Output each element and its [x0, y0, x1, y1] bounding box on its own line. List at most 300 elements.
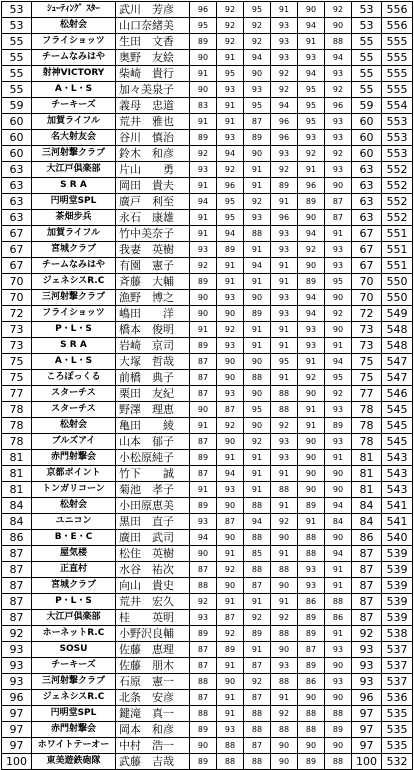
series-score-cell: 87 [190, 562, 217, 578]
club-cell: 三河射撃クラブ [32, 146, 116, 162]
club-cell: チーキーズ [32, 98, 116, 114]
series-score-cell: 95 [217, 210, 244, 226]
table-row [2, 466, 413, 482]
club-cell: 射神VICTORY [32, 66, 116, 82]
rank-cell: 100 [2, 754, 32, 770]
series-score-cell: 88 [244, 370, 271, 386]
shooter-name-cell: 荒井 雅也 [116, 114, 190, 130]
rank-repeat-cell: 59 [352, 98, 382, 114]
shooter-name-cell: 斉藤 大輔 [116, 274, 190, 290]
series-score-cell: 92 [217, 2, 244, 18]
club-cell: SOSU [32, 642, 116, 658]
series-score-cell: 93 [271, 242, 298, 258]
series-score-cell: 89 [190, 450, 217, 466]
total-score-cell: 552 [382, 194, 413, 210]
series-score-cell: 92 [217, 322, 244, 338]
shooter-name-cell: 有園 憲子 [116, 258, 190, 274]
series-score-cell: 90 [325, 290, 352, 306]
series-score-cell: 93 [271, 146, 298, 162]
series-score-cell: 88 [244, 498, 271, 514]
total-score-cell: 548 [382, 338, 413, 354]
series-score-cell: 90 [298, 450, 325, 466]
series-score-cell: 93 [271, 306, 298, 322]
series-score-cell: 92 [298, 370, 325, 386]
series-score-cell: 89 [271, 178, 298, 194]
rank-cell: 67 [2, 242, 32, 258]
shooter-name-cell: 漁野 博之 [116, 290, 190, 306]
series-score-cell: 93 [217, 130, 244, 146]
rank-cell: 96 [2, 690, 32, 706]
rank-repeat-cell: 63 [352, 162, 382, 178]
rank-repeat-cell: 84 [352, 514, 382, 530]
series-score-cell: 95 [298, 114, 325, 130]
series-score-cell: 90 [271, 738, 298, 754]
series-score-cell: 93 [217, 82, 244, 98]
table-row [2, 402, 413, 418]
series-score-cell: 93 [325, 258, 352, 274]
series-score-cell: 91 [271, 690, 298, 706]
series-score-cell: 88 [271, 482, 298, 498]
rank-cell: 78 [2, 418, 32, 434]
shooter-name-cell: 廣田 武司 [116, 530, 190, 546]
series-score-cell: 92 [244, 34, 271, 50]
series-score-cell: 91 [217, 274, 244, 290]
rank-repeat-cell: 97 [352, 706, 382, 722]
series-score-cell: 96 [271, 210, 298, 226]
series-score-cell: 89 [217, 642, 244, 658]
rank-repeat-cell: 70 [352, 274, 382, 290]
series-score-cell: 91 [271, 322, 298, 338]
series-score-cell: 94 [298, 18, 325, 34]
series-score-cell: 86 [325, 610, 352, 626]
series-score-cell: 88 [217, 738, 244, 754]
shooter-name-cell: 加々美泉子 [116, 82, 190, 98]
series-score-cell: 93 [190, 162, 217, 178]
series-score-cell: 95 [298, 98, 325, 114]
series-score-cell: 90 [190, 306, 217, 322]
rank-repeat-cell: 53 [352, 2, 382, 18]
series-score-cell: 94 [190, 194, 217, 210]
series-score-cell: 93 [271, 18, 298, 34]
series-score-cell: 92 [271, 610, 298, 626]
club-cell: 松射会 [32, 418, 116, 434]
shooter-name-cell: 大塚 哲哉 [116, 354, 190, 370]
table-row [2, 434, 413, 450]
series-score-cell: 91 [190, 114, 217, 130]
table-row [2, 370, 413, 386]
total-score-cell: 539 [382, 546, 413, 562]
series-score-cell: 93 [271, 34, 298, 50]
series-score-cell: 86 [298, 594, 325, 610]
series-score-cell: 90 [217, 578, 244, 594]
rank-repeat-cell: 55 [352, 50, 382, 66]
rank-cell: 87 [2, 610, 32, 626]
rank-cell: 53 [2, 18, 32, 34]
rank-repeat-cell: 67 [352, 258, 382, 274]
series-score-cell: 92 [244, 674, 271, 690]
series-score-cell: 91 [325, 626, 352, 642]
series-score-cell: 87 [190, 658, 217, 674]
rank-cell: 87 [2, 594, 32, 610]
total-score-cell: 551 [382, 258, 413, 274]
series-score-cell: 92 [271, 66, 298, 82]
total-score-cell: 555 [382, 34, 413, 50]
total-score-cell: 545 [382, 434, 413, 450]
series-score-cell: 91 [271, 194, 298, 210]
series-score-cell: 89 [190, 130, 217, 146]
series-score-cell: 88 [244, 562, 271, 578]
series-score-cell: 93 [298, 338, 325, 354]
table-row [2, 178, 413, 194]
table-row [2, 82, 413, 98]
series-score-cell: 95 [217, 66, 244, 82]
rank-cell: 78 [2, 434, 32, 450]
club-cell: S R A [32, 178, 116, 194]
total-score-cell: 552 [382, 178, 413, 194]
shooter-name-cell: 奥野 友絵 [116, 50, 190, 66]
series-score-cell: 92 [244, 194, 271, 210]
table-row [2, 738, 413, 754]
rank-repeat-cell: 60 [352, 114, 382, 130]
rank-repeat-cell: 78 [352, 434, 382, 450]
rank-cell: 75 [2, 354, 32, 370]
shooter-name-cell: 山本 郁子 [116, 434, 190, 450]
rank-repeat-cell: 63 [352, 178, 382, 194]
club-cell: 三河射撃クラブ [32, 290, 116, 306]
rank-cell: 97 [2, 706, 32, 722]
table-row [2, 706, 413, 722]
rank-cell: 53 [2, 2, 32, 18]
club-cell: ころぽっくる [32, 370, 116, 386]
series-score-cell: 91 [271, 2, 298, 18]
total-score-cell: 536 [382, 690, 413, 706]
rank-repeat-cell: 53 [352, 18, 382, 34]
rank-cell: 59 [2, 98, 32, 114]
series-score-cell: 94 [244, 50, 271, 66]
series-score-cell: 94 [325, 50, 352, 66]
series-score-cell: 89 [244, 306, 271, 322]
club-cell: 加賀ライフル [32, 114, 116, 130]
shooter-name-cell: 菊池 孝子 [116, 482, 190, 498]
series-score-cell: 91 [190, 418, 217, 434]
series-score-cell: 92 [190, 258, 217, 274]
shooter-name-cell: 岡田 貴夫 [116, 178, 190, 194]
club-cell: 大江戸倶楽部 [32, 162, 116, 178]
total-score-cell: 539 [382, 562, 413, 578]
shooter-name-cell: 岡本 和彦 [116, 722, 190, 738]
rank-cell: 63 [2, 194, 32, 210]
rank-cell: 67 [2, 226, 32, 242]
series-score-cell: 88 [325, 754, 352, 770]
table-row [2, 2, 413, 18]
shooter-name-cell: 鍵滝 真一 [116, 706, 190, 722]
series-score-cell: 96 [298, 178, 325, 194]
total-score-cell: 537 [382, 674, 413, 690]
rank-repeat-cell: 96 [352, 690, 382, 706]
total-score-cell: 535 [382, 722, 413, 738]
series-score-cell: 91 [244, 466, 271, 482]
rank-cell: 92 [2, 626, 32, 642]
shooter-name-cell: 小野沢良輔 [116, 626, 190, 642]
series-score-cell: 87 [298, 642, 325, 658]
club-cell: フライショッツ [32, 34, 116, 50]
club-cell: 赤門射撃会 [32, 722, 116, 738]
series-score-cell: 87 [190, 434, 217, 450]
rank-repeat-cell: 93 [352, 642, 382, 658]
series-score-cell: 89 [325, 722, 352, 738]
club-cell: 宮城クラブ [32, 242, 116, 258]
total-score-cell: 543 [382, 482, 413, 498]
series-score-cell: 89 [244, 130, 271, 146]
table-row [2, 146, 413, 162]
series-score-cell: 96 [271, 114, 298, 130]
series-score-cell: 91 [244, 450, 271, 466]
table-row [2, 162, 413, 178]
total-score-cell: 555 [382, 66, 413, 82]
rank-repeat-cell: 63 [352, 210, 382, 226]
rank-cell: 72 [2, 306, 32, 322]
results-table [1, 1, 413, 770]
series-score-cell: 91 [244, 338, 271, 354]
shooter-name-cell: 桂 英明 [116, 610, 190, 626]
shooter-name-cell: 山口奈緒美 [116, 18, 190, 34]
series-score-cell: 89 [190, 274, 217, 290]
total-score-cell: 541 [382, 514, 413, 530]
series-score-cell: 95 [325, 274, 352, 290]
rank-repeat-cell: 86 [352, 530, 382, 546]
rank-cell: 55 [2, 66, 32, 82]
rank-cell: 60 [2, 130, 32, 146]
series-score-cell: 93 [271, 434, 298, 450]
table-row [2, 546, 413, 562]
shooter-name-cell: 向山 貴史 [116, 578, 190, 594]
series-score-cell: 91 [298, 354, 325, 370]
shooter-name-cell: 栗田 友紀 [116, 386, 190, 402]
club-cell: 円明堂SPL [32, 194, 116, 210]
series-score-cell: 91 [244, 482, 271, 498]
series-score-cell: 91 [217, 258, 244, 274]
series-score-cell: 88 [244, 722, 271, 738]
series-score-cell: 93 [325, 114, 352, 130]
series-score-cell: 94 [298, 226, 325, 242]
rank-repeat-cell: 93 [352, 674, 382, 690]
shooter-name-cell: 前橋 典子 [116, 370, 190, 386]
total-score-cell: 553 [382, 130, 413, 146]
total-score-cell: 541 [382, 498, 413, 514]
series-score-cell: 90 [244, 418, 271, 434]
series-score-cell: 93 [190, 514, 217, 530]
total-score-cell: 546 [382, 386, 413, 402]
series-score-cell: 91 [271, 274, 298, 290]
series-score-cell: 87 [244, 114, 271, 130]
series-score-cell: 90 [325, 18, 352, 34]
table-row [2, 690, 413, 706]
club-cell: P・L・S [32, 594, 116, 610]
series-score-cell: 91 [298, 162, 325, 178]
series-score-cell: 90 [325, 466, 352, 482]
series-score-cell: 92 [217, 34, 244, 50]
shooter-name-cell: 佐藤 恵理 [116, 642, 190, 658]
series-score-cell: 91 [217, 706, 244, 722]
club-cell: フライショッツ [32, 306, 116, 322]
total-score-cell: 535 [382, 706, 413, 722]
series-score-cell: 90 [190, 50, 217, 66]
series-score-cell: 94 [298, 66, 325, 82]
rank-repeat-cell: 78 [352, 402, 382, 418]
club-cell: 三河射撃クラブ [32, 674, 116, 690]
series-score-cell: 89 [190, 338, 217, 354]
series-score-cell: 95 [244, 98, 271, 114]
rank-cell: 60 [2, 114, 32, 130]
series-score-cell: 87 [190, 642, 217, 658]
series-score-cell: 90 [217, 498, 244, 514]
rank-cell: 93 [2, 658, 32, 674]
series-score-cell: 91 [217, 50, 244, 66]
series-score-cell: 89 [298, 498, 325, 514]
club-cell: 円明堂SPL [32, 706, 116, 722]
table-row [2, 658, 413, 674]
rank-repeat-cell: 87 [352, 562, 382, 578]
series-score-cell: 94 [217, 226, 244, 242]
series-score-cell: 91 [217, 114, 244, 130]
rank-cell: 67 [2, 258, 32, 274]
rank-repeat-cell: 87 [352, 578, 382, 594]
table-row [2, 18, 413, 34]
series-score-cell: 87 [244, 658, 271, 674]
series-score-cell: 88 [298, 530, 325, 546]
series-score-cell: 87 [217, 610, 244, 626]
table-row [2, 130, 413, 146]
series-score-cell: 89 [244, 626, 271, 642]
series-score-cell: 86 [298, 674, 325, 690]
series-score-cell: 90 [217, 530, 244, 546]
rank-repeat-cell: 60 [352, 146, 382, 162]
club-cell: スターチス [32, 402, 116, 418]
shooter-name-cell: 谷川 慎治 [116, 130, 190, 146]
club-cell: 屋気楼 [32, 546, 116, 562]
shooter-name-cell: 荒井 宏久 [116, 594, 190, 610]
rank-repeat-cell: 97 [352, 738, 382, 754]
total-score-cell: 537 [382, 642, 413, 658]
club-cell: A・L・S [32, 82, 116, 98]
series-score-cell: 91 [271, 258, 298, 274]
club-cell: 京都ポイント [32, 466, 116, 482]
series-score-cell: 83 [190, 98, 217, 114]
series-score-cell: 91 [190, 210, 217, 226]
club-cell: 茶畑步兵 [32, 210, 116, 226]
series-score-cell: 90 [325, 322, 352, 338]
series-score-cell: 91 [244, 322, 271, 338]
table-row [2, 322, 413, 338]
series-score-cell: 91 [217, 658, 244, 674]
series-score-cell: 89 [298, 274, 325, 290]
club-cell: チームなみはや [32, 50, 116, 66]
rank-repeat-cell: 77 [352, 386, 382, 402]
shooter-name-cell: 片山 勇 [116, 162, 190, 178]
series-score-cell: 88 [244, 530, 271, 546]
shooter-name-cell: 永石 康雄 [116, 210, 190, 226]
series-score-cell: 91 [271, 370, 298, 386]
shooter-name-cell: 武川 芳彦 [116, 2, 190, 18]
series-score-cell: 91 [190, 322, 217, 338]
club-cell: チーキーズ [32, 658, 116, 674]
series-score-cell: 89 [325, 418, 352, 434]
rank-repeat-cell: 67 [352, 226, 382, 242]
rank-cell: 70 [2, 290, 32, 306]
rank-cell: 73 [2, 322, 32, 338]
series-score-cell: 94 [298, 306, 325, 322]
series-score-cell: 93 [271, 50, 298, 66]
series-score-cell: 87 [325, 194, 352, 210]
series-score-cell: 93 [298, 578, 325, 594]
series-score-cell: 89 [190, 722, 217, 738]
results-table-body [2, 2, 413, 770]
series-score-cell: 93 [190, 242, 217, 258]
series-score-cell: 90 [271, 642, 298, 658]
total-score-cell: 543 [382, 450, 413, 466]
rank-cell: 81 [2, 450, 32, 466]
total-score-cell: 539 [382, 578, 413, 594]
club-cell: S R A [32, 338, 116, 354]
series-score-cell: 90 [217, 354, 244, 370]
total-score-cell: 547 [382, 370, 413, 386]
club-cell: ジェネシスR.C [32, 690, 116, 706]
series-score-cell: 90 [325, 530, 352, 546]
club-cell: ホーネットR.C [32, 626, 116, 642]
series-score-cell: 93 [217, 386, 244, 402]
series-score-cell: 89 [298, 658, 325, 674]
shooter-name-cell: 小松原純子 [116, 450, 190, 466]
rank-cell: 87 [2, 578, 32, 594]
series-score-cell: 96 [217, 178, 244, 194]
club-cell: A・L・S [32, 354, 116, 370]
total-score-cell: 543 [382, 466, 413, 482]
rank-repeat-cell: 78 [352, 418, 382, 434]
rank-cell: 81 [2, 482, 32, 498]
rank-repeat-cell: 97 [352, 722, 382, 738]
series-score-cell: 88 [244, 706, 271, 722]
series-score-cell: 92 [271, 514, 298, 530]
rank-cell: 78 [2, 402, 32, 418]
total-score-cell: 552 [382, 210, 413, 226]
series-score-cell: 92 [271, 706, 298, 722]
shooter-name-cell: 岩崎 京司 [116, 338, 190, 354]
series-score-cell: 94 [190, 530, 217, 546]
series-score-cell: 93 [325, 434, 352, 450]
rank-repeat-cell: 55 [352, 34, 382, 50]
series-score-cell: 90 [217, 674, 244, 690]
rank-cell: 86 [2, 530, 32, 546]
rank-repeat-cell: 81 [352, 482, 382, 498]
table-row [2, 210, 413, 226]
series-score-cell: 91 [217, 546, 244, 562]
series-score-cell: 94 [271, 98, 298, 114]
rank-repeat-cell: 73 [352, 322, 382, 338]
shooter-name-cell: 嶋田 洋 [116, 306, 190, 322]
series-score-cell: 88 [325, 706, 352, 722]
series-score-cell: 88 [244, 226, 271, 242]
table-row [2, 226, 413, 242]
rank-cell: 63 [2, 178, 32, 194]
series-score-cell: 90 [298, 738, 325, 754]
series-score-cell: 92 [217, 562, 244, 578]
rank-repeat-cell: 81 [352, 466, 382, 482]
total-score-cell: 540 [382, 530, 413, 546]
rank-cell: 81 [2, 466, 32, 482]
rank-repeat-cell: 75 [352, 370, 382, 386]
series-score-cell: 94 [325, 354, 352, 370]
table-row [2, 530, 413, 546]
